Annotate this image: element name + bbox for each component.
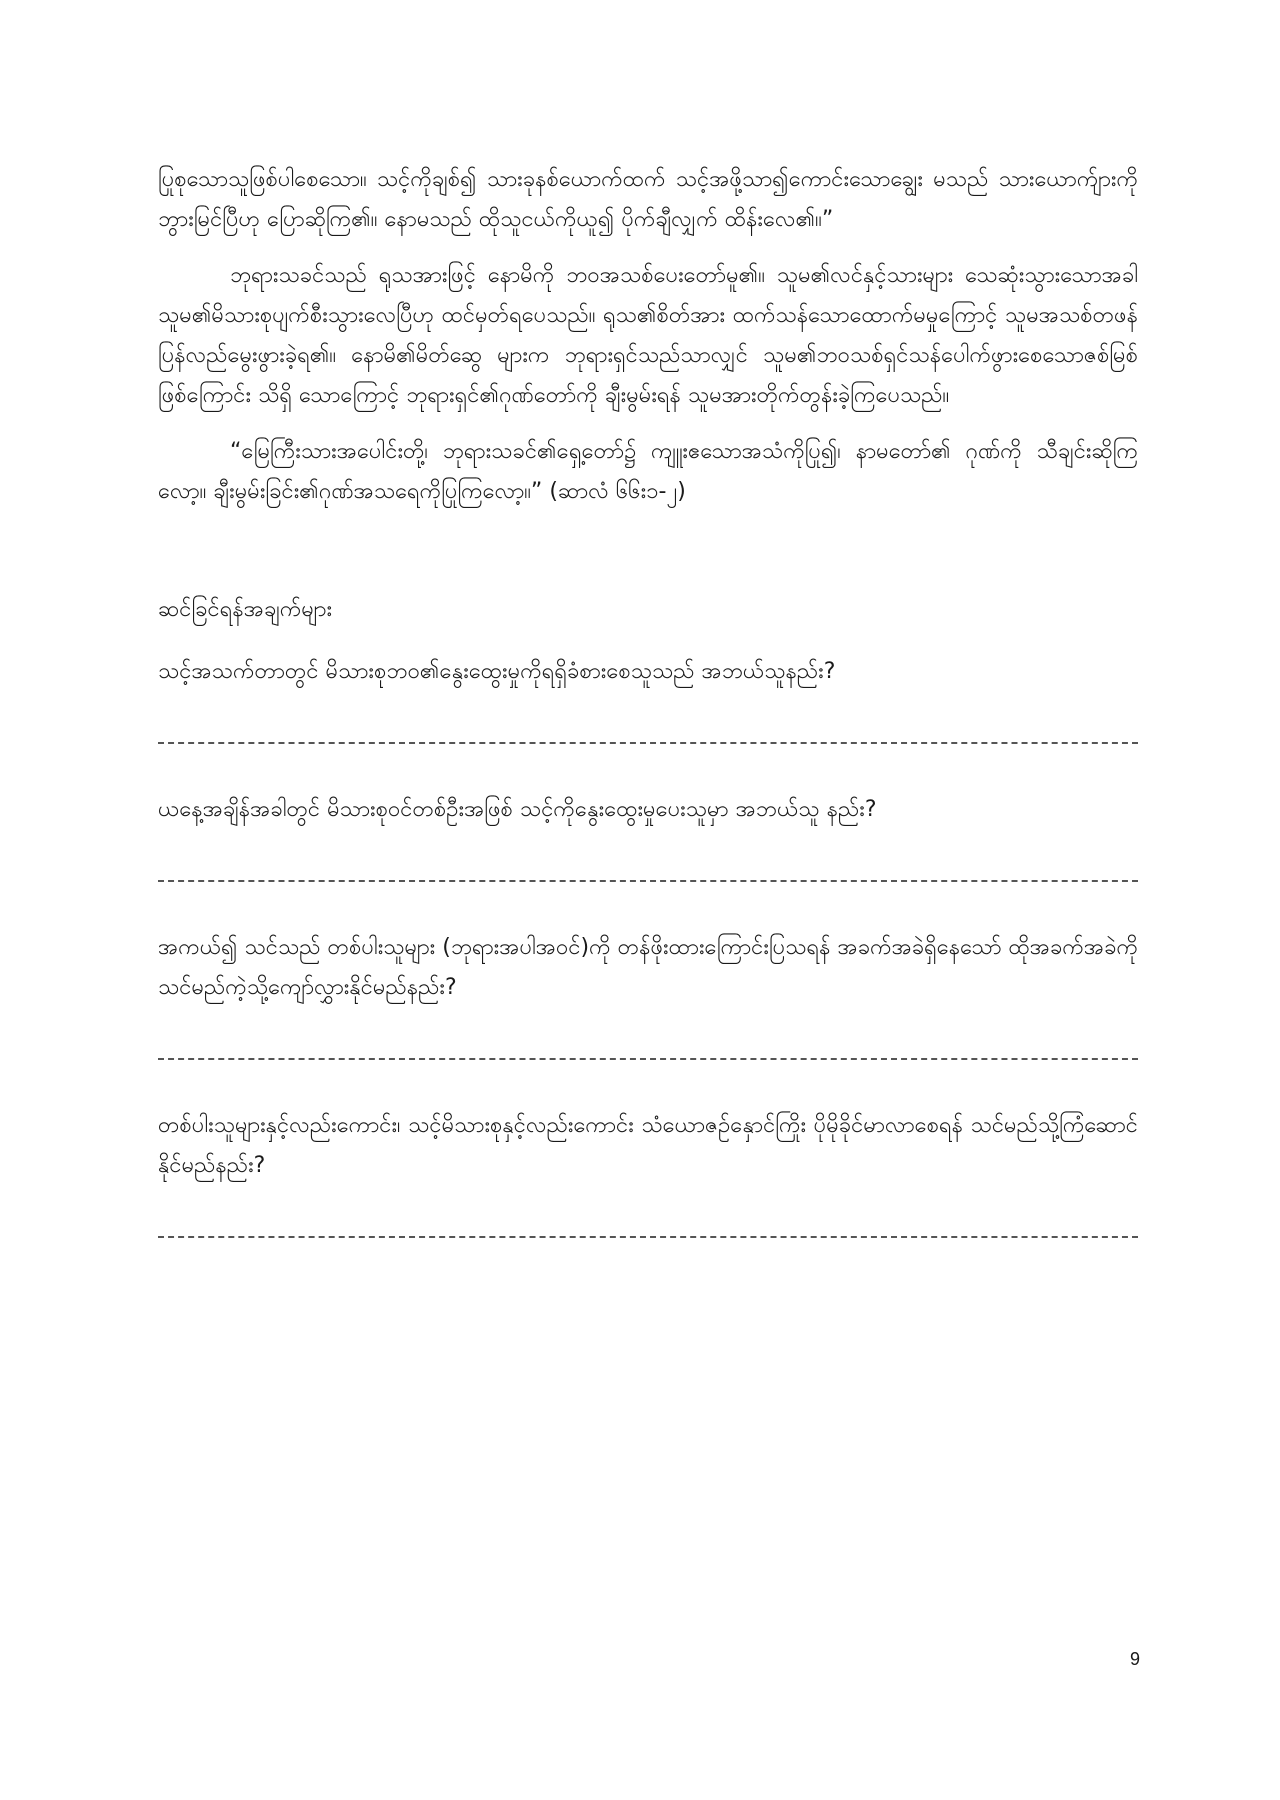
page-content <box>158 160 1138 1284</box>
reflection-question-3: အကယ်၍ သင်သည် တစ်ပါးသူများ (ဘုရားအပါအဝင်)ကို တန်ဖိုးထားကြောင်းပြသရန် အခက်အခဲရှိနေသော် ထိုအခက်အခဲကို သင်မည်ကဲ့သို့ကျော်လွှားနိုင်မည်နည်း? <box>158 935 1138 1000</box>
answer-line-1[interactable] <box>158 742 1138 744</box>
answer-line-4[interactable] <box>158 1236 1138 1238</box>
reflection-question-4: တစ်ပါးသူများနှင့်လည်းကောင်း၊ သင့်မိသားစုနှင့်လည်းကောင်း သံယောဇဉ်နှောင်ကြိုး ပိုမိုခိုင်မာလာစေရန် သင်မည်သို့ကြံဆောင်နိုင်မည်နည်း? <box>158 1113 1138 1178</box>
reflection-question-2: ယနေ့အချိန်အခါတွင် မိသားစုဝင်တစ်ဦးအဖြစ် သင့်ကိုနွေးထွေးမှုပေးသူမှာ အဘယ်သူ နည်း? <box>158 797 877 822</box>
section-spacer <box>158 528 1138 590</box>
page-number: 9 <box>1129 1649 1140 1669</box>
body-paragraph-continued: ပြုစုသောသူဖြစ်ပါစေသော။ သင့်ကိုချစ်၍ သားခုနစ်ယောက်ထက် သင့်အဖို့သာ၍ကောင်းသောချွေး မသည် သားယောက်ျားကိုဘွားမြင်ပြီဟု ပြောဆိုကြ၏။ နောမသည် ထိုသူငယ်ကိုယူ၍ ပိုက်ချီလျှက် ထိန်းလေ၏။” <box>158 167 1138 232</box>
answer-line-2[interactable] <box>158 880 1138 882</box>
scripture-quote: “မြေကြီးသားအပေါင်းတို့၊ ဘုရားသခင်၏ရှေ့တော်၌ ကျူးဧသောအသံကိုပြု၍၊ နာမတော်၏ ဂုဏ်ကို သီချင်းဆိုကြလော့။ ချီးမွမ်းခြင်း၏ဂုဏ်အသရေကိုပြုကြလော့။” (ဆာလံ ၆၆း၁-၂) <box>158 439 1138 504</box>
body-paragraph: ဘုရားသခင်သည် ရုသအားဖြင့် နောမိကို ဘဝအသစ်ပေးတော်မူ၏။ သူမ၏လင်နှင့်သားများ သေဆုံးသွားသောအခါ သူမ၏မိသားစုပျက်စီးသွားလေပြီဟု ထင်မှတ်ရပေသည်။ ရုသ၏စိတ်အား ထက်သန်သောထောက်မမှုကြောင့် သူမအသစ်တဖန် ပြန်လည်မွေးဖွားခဲ့ရ၏။ နောမိ၏မိတ်ဆွေ များက ဘုရားရှင်သည်သာလျှင် သူမ၏ဘဝသစ်ရှင်သန်ပေါက်ဖွားစေသောဇစ်မြစ်ဖြစ်ကြောင်း သိရှိ သောကြောင့် ဘုရားရှင်၏ဂုဏ်တော်ကို ချီးမွမ်းရန် သူမအားတိုက်တွန်းခဲ့ကြပေသည်။ <box>158 263 1138 408</box>
reflection-heading: ဆင်ခြင်ရန်အချက်များ <box>158 597 333 622</box>
answer-line-3[interactable] <box>158 1058 1138 1060</box>
reflection-question-1: သင့်အသက်တာတွင် မိသားစုဘဝ၏နွေးထွေးမှုကိုရရှိခံစားစေသူသည် အဘယ်သူနည်း? <box>158 659 836 684</box>
